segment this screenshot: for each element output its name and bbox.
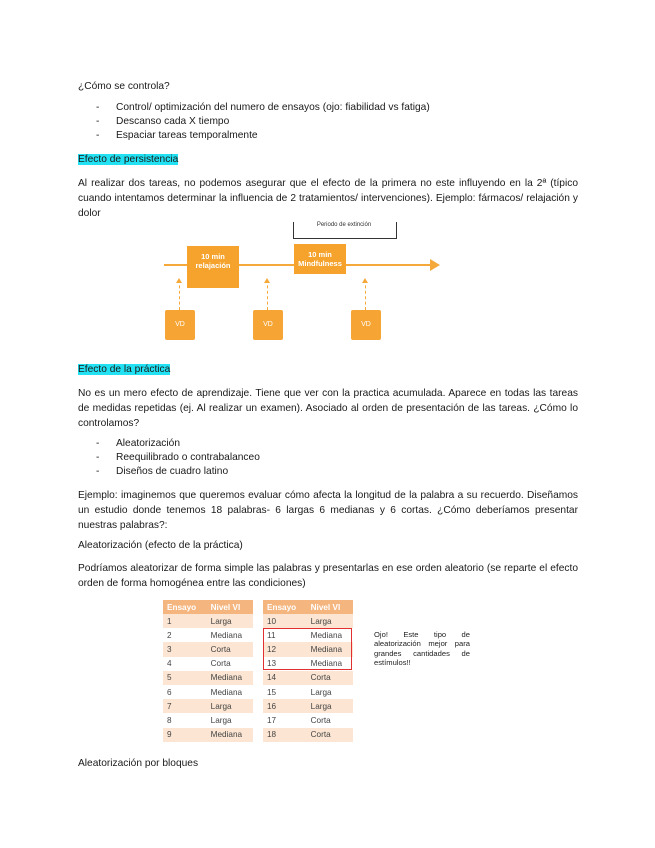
table-row: 7 Larga (163, 699, 253, 713)
measure-line (267, 280, 268, 310)
table-row: 17 Corta (263, 713, 353, 727)
table-row: 1 Larga (163, 614, 253, 628)
column-header: Ensayo (263, 600, 307, 614)
table-row: 6 Mediana (163, 685, 253, 699)
arrow-head-icon (430, 259, 440, 271)
note-text: Ojo! Este tipo de aleatorización mejor para grandes cantidades de estímulos!! (374, 630, 470, 668)
trials-table-2 (263, 600, 353, 742)
section-heading-practica: Efecto de la práctica (78, 364, 171, 375)
table-row: 16 Larga (263, 699, 353, 713)
column-header: Ensayo (163, 600, 207, 614)
control-question: ¿Cómo se controla? (78, 81, 170, 92)
persistence-diagram (150, 218, 510, 348)
persistencia-paragraph: Al realizar dos tareas, no podemos asegurar que el efecto de la primera no este influyendo en la 2ª (típico cuando intentamos determinar la influencia de 2 tratamientos/ intervenciones). Ejemplo: fármacos/ relajación y dolor (78, 178, 578, 219)
column-header: Nivel VI (207, 600, 253, 614)
table-row: 10 Larga (263, 614, 353, 628)
extinction-label: Periodo de extinción (316, 222, 372, 228)
table-row: 15 Larga (263, 685, 353, 699)
practica-paragraph: No es un mero efecto de aprendizaje. Tiene que ver con la practica acumulada. Aparece en todas las tareas de medidas repetidas (ej. Al realizar un examen). Asociado al orden de presentación de las tareas. ¿Cómo lo controlamos? (78, 388, 578, 429)
aleatorizacion-paragraph: Podríamos aleatorizar de forma simple las palabras y presentarlas en ese orden aleatorio (se reparte el efecto orden de forma homogénea entre las condiciones) (78, 563, 578, 589)
table-row: 8 Larga (163, 713, 253, 727)
table-row: 5 Mediana (163, 671, 253, 685)
aleatorizacion-heading: Aleatorización (efecto de la práctica) (78, 540, 243, 551)
treatment-box-mindfulness: 10 min Mindfulness (294, 244, 346, 274)
table-row: 18 Corta (263, 728, 353, 742)
treatment-box-relajacion: 10 min relajación (187, 246, 239, 288)
vd-box: VD (165, 310, 195, 340)
highlight-box (263, 628, 352, 670)
table-row: 14 Corta (263, 671, 353, 685)
vd-box: VD (253, 310, 283, 340)
table-row: 2 Mediana (163, 628, 253, 642)
vd-box: VD (351, 310, 381, 340)
ejemplo-paragraph: Ejemplo: imaginemos que queremos evaluar cómo afecta la longitud de la palabra a su recuerdo. Diseñamos un estudio donde tenemos 18 palabras- 6 largas 6 medianas y 6 cortas. ¿Cómo deberíamos presentar nuestras palabras?: (78, 490, 578, 531)
table-row: 3 Corta (163, 642, 253, 656)
trials-table-1 (163, 600, 253, 742)
section-heading-persistencia: Efecto de persistencia (78, 154, 179, 165)
table-row: 4 Corta (163, 657, 253, 671)
measure-line (365, 280, 366, 310)
table-header-row (263, 600, 353, 614)
column-header: Nivel VI (307, 600, 353, 614)
table-row: 9 Mediana (163, 728, 253, 742)
measure-line (179, 280, 180, 310)
table-header-row (163, 600, 253, 614)
bloques-heading: Aleatorización por bloques (78, 758, 199, 769)
table-row: 12 Mediana (263, 642, 353, 656)
table-row: 13 Mediana (263, 657, 353, 671)
table-row: 11 Mediana (263, 628, 353, 642)
